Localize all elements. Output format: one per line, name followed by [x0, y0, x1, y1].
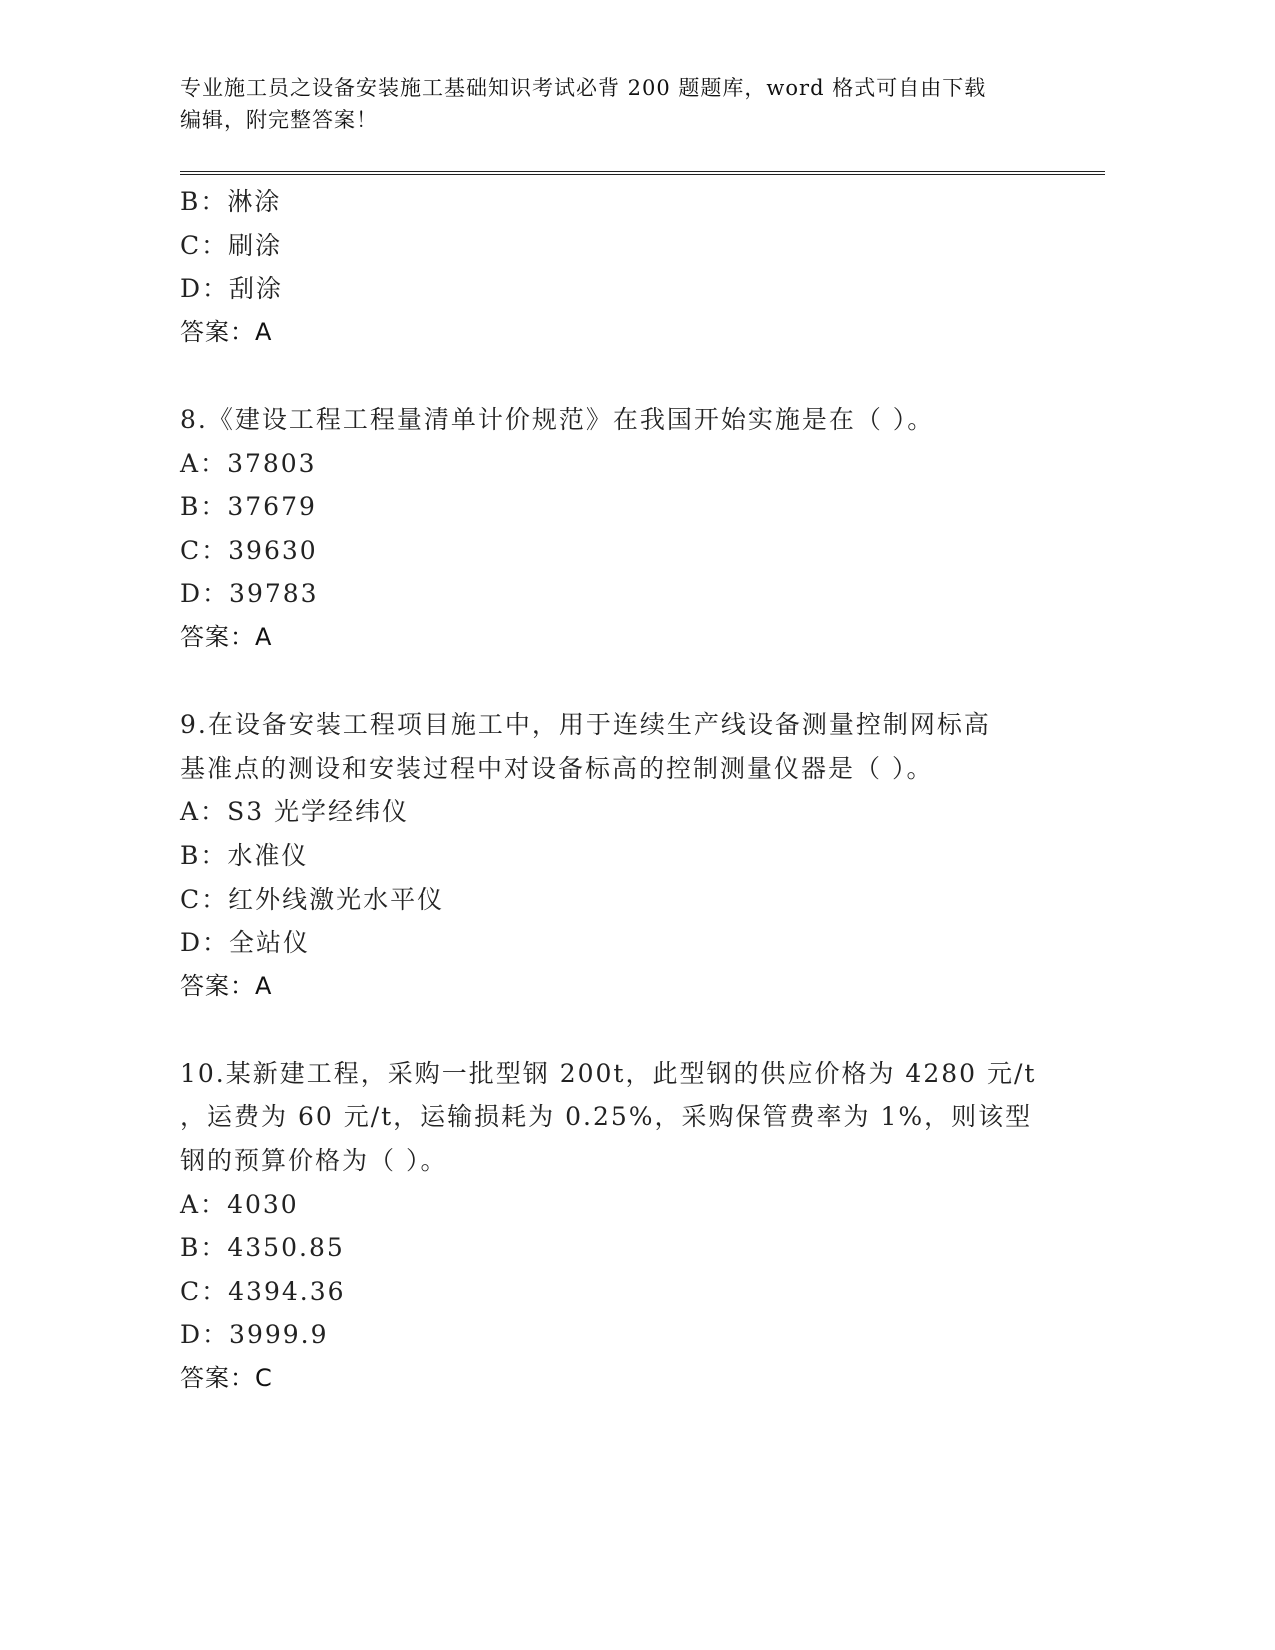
option-a	[180, 790, 1180, 834]
option-a	[180, 442, 1180, 486]
option-text: 刷涂	[228, 230, 283, 260]
option-text: S3 光学经纬仪	[227, 797, 410, 827]
answer-line: 答案：A	[180, 971, 273, 1000]
option-label: D：	[180, 928, 230, 958]
question-list	[180, 180, 1180, 1401]
option-text: 红外线激光水平仪	[228, 884, 445, 914]
option-d	[180, 572, 1180, 616]
option-b	[180, 485, 1180, 529]
option-label: A：	[180, 797, 228, 827]
option-text: 4394.36	[228, 1276, 346, 1306]
question-stem-line: 钢的预算价格为（ ）。	[180, 1146, 448, 1176]
option-label: A：	[180, 448, 228, 478]
option-c	[180, 224, 1180, 268]
answer-line: 答案：C	[180, 1364, 273, 1393]
option-text: 全站仪	[229, 928, 311, 958]
option-text: 3999.9	[229, 1320, 329, 1350]
option-label: C：	[180, 230, 229, 260]
question-stem-line: ，运费为 60 元/t，运输损耗为 0.25%，采购保管费率为 1%，则该型	[180, 1102, 1033, 1132]
question-stem-line: 10.某新建工程，采购一批型钢 200t，此型钢的供应价格为 4280 元/t	[180, 1058, 1037, 1088]
option-b	[180, 1226, 1180, 1270]
option-c	[180, 529, 1180, 573]
option-label: D：	[180, 1320, 230, 1350]
question-stem-line: 9.在设备安装工程项目施工中，用于连续生产线设备测量控制网标高	[180, 710, 991, 740]
option-label: B：	[180, 492, 228, 522]
option-label: B：	[180, 187, 228, 216]
option-text: 4350.85	[227, 1233, 345, 1263]
option-text: 水准仪	[227, 840, 309, 870]
option-label: C：	[180, 884, 229, 914]
option-c	[180, 878, 1180, 922]
header-double-rule	[180, 171, 1105, 175]
header-title-line-2: 编辑，附完整答案！	[180, 108, 378, 132]
option-label: D：	[180, 274, 230, 304]
question-7-tail	[180, 180, 1180, 354]
option-label: C：	[180, 1276, 229, 1306]
option-text: 淋涂	[227, 187, 282, 216]
option-label: D：	[180, 579, 230, 609]
option-text: 4030	[227, 1189, 299, 1219]
option-label: C：	[180, 535, 229, 565]
option-c	[180, 1270, 1180, 1314]
option-b	[180, 834, 1180, 878]
option-label: B：	[180, 840, 228, 870]
answer-line: 答案：A	[180, 317, 273, 346]
option-text: 39783	[229, 579, 319, 609]
header-title-line-1: 专业施工员之设备安装施工基础知识考试必背 200 题题库，word 格式可自由下载	[180, 76, 987, 100]
question-stem-line: 基准点的测设和安装过程中对设备标高的控制测量仪器是（ ）。	[180, 753, 934, 783]
page-header	[180, 72, 986, 136]
option-label: B：	[180, 1233, 228, 1263]
question-10	[180, 1052, 1180, 1401]
answer-line: 答案：A	[180, 622, 273, 651]
option-text: 37679	[227, 492, 317, 522]
option-d	[180, 921, 1180, 965]
option-b	[180, 180, 1180, 224]
option-text: 刮涂	[229, 274, 284, 304]
option-d	[180, 267, 1180, 311]
option-a	[180, 1183, 1180, 1227]
option-text: 39630	[228, 535, 318, 565]
option-label: A：	[180, 1189, 228, 1219]
option-d	[180, 1313, 1180, 1357]
question-9	[180, 703, 1180, 1008]
question-stem-line: 8.《建设工程工程量清单计价规范》在我国开始实施是在（ ）。	[180, 404, 935, 434]
option-text: 37803	[227, 448, 317, 478]
question-8	[180, 398, 1180, 660]
